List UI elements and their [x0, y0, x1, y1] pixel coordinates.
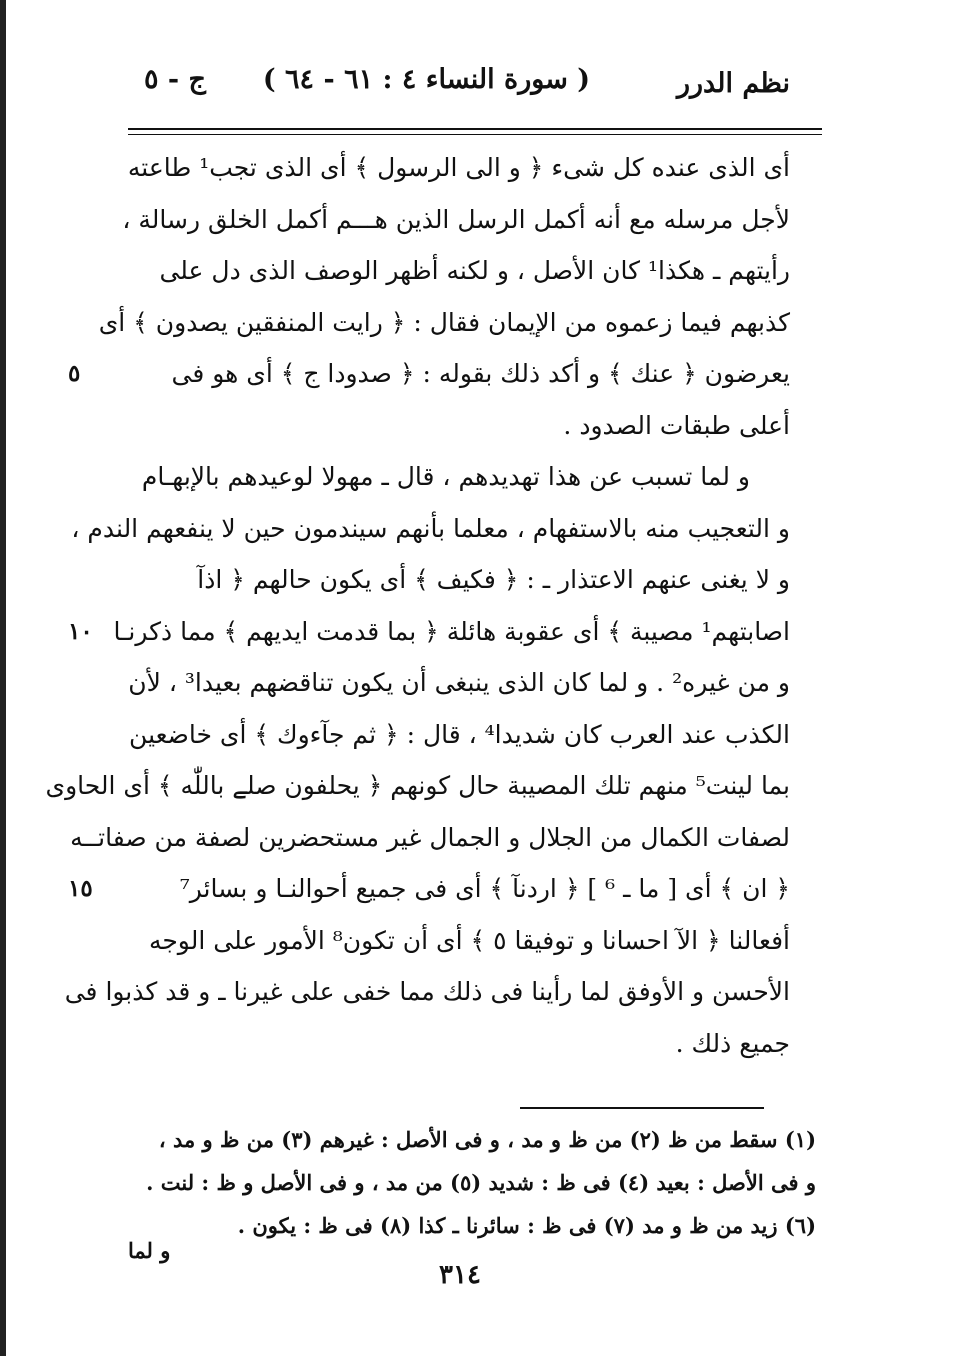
line-number: ٥ [68, 360, 81, 387]
text-line [130, 1018, 790, 1070]
text-line-content: بما لينت⁵ منهم تلك المصيبة حال كونهم ﴿ يحلفون صلے باللّٰه ﴾ أى الحاوى [45, 771, 790, 800]
text-line-content: يعرضون ﴿ عنك ﴾ و أكد ذلك بقوله : ﴿ صدودا ج ﴾ أى هو فى [171, 359, 790, 388]
text-line-content: لصفات الكمال من الجلال و الجمال غير مستحضرين لصفة من صفاتــه [70, 822, 790, 852]
surah-reference: ( سورة النساء ٤ : ٦١ - ٦٤ ) [262, 64, 590, 95]
text-line [130, 400, 790, 452]
main-text [45, 142, 790, 1069]
text-line [68, 606, 790, 658]
text-line [70, 812, 790, 864]
text-line-content: جميع ذلك . [675, 1028, 790, 1058]
text-line-content: لأجل مرسله مع أنه أكمل الرسل الذين هـــم أكمل الخلق رسالة ، [122, 204, 790, 234]
text-line-content: و لا يغنى عنهم الاعتذار ـ : ﴿ فكيف ﴾ أى يكون حالهم ﴿ اذآ [197, 565, 790, 594]
text-line-content: رأيتهم ـ هكذا¹ كان الأصل ، و لكنه أظهر الوصف الذى دل على [159, 256, 790, 285]
text-line [130, 451, 790, 503]
text-line [130, 657, 790, 709]
text-line-content: أفعالنا ﴿ الآ احسانا و توفيقا ٥ ﴾ أى أن تكون⁸ الأمور على الوجه [148, 925, 790, 955]
line-number: ١٥ [68, 875, 93, 902]
footnote-separator [520, 1107, 764, 1109]
text-line [127, 142, 790, 194]
text-line [130, 709, 790, 761]
text-line-content: و التعجيب منه بالاستفهام ، معلما بأنهم سيندمون حين لا ينفعهم الندم ، [71, 513, 790, 543]
text-line [130, 915, 790, 967]
text-line [45, 760, 790, 812]
header-rule-thin [128, 134, 822, 135]
footnote-line: و فى الأصل : بعيد (٤) فى ظ : شديد (٥) من مد ، و فى الأصل و ظ : لنت . [146, 1170, 816, 1195]
page-number: ٣١٤ [439, 1260, 481, 1290]
page-edge-shadow [0, 0, 6, 1356]
text-line [130, 554, 790, 606]
footnote-line: (١) سقط من ظ (٢) من ظ و مد ، و فى الأصل : غيرهم (٣) من ظ و مد ، [158, 1127, 816, 1152]
footnote-line: (٦) زيد من ظ و مد (٧) فى ظ : سائرنا ـ كذا (٨) فى ظ : يكون . [237, 1213, 816, 1238]
text-line [71, 503, 790, 555]
text-line [122, 194, 790, 246]
text-line [130, 245, 790, 297]
text-line-content: الأحسن و الأوفق لما رأينا فى ذلك مما خفى على غيرنا ـ و قد كذبوا فى [64, 977, 790, 1006]
running-header [130, 64, 790, 114]
text-line [64, 966, 790, 1018]
text-line-content: و من غيره² . و لما كان الذى ينبغى أن يكون تناقضهم بعيدا³ ، لأن [128, 668, 790, 697]
text-line [98, 297, 790, 349]
text-line-content: أى الذى عنده كل شىء ﴿ و الى الرسول ﴾ أى الذى تجب¹ طاعته [127, 153, 790, 182]
line-number: ١٠ [68, 617, 93, 645]
text-line [68, 863, 790, 915]
text-line-content: كذبهم فيما زعموه من الإيمان فقال : ﴿ رايت المنفقين يصدون ﴾ أى [98, 307, 790, 337]
text-line-content: الكذب عند العرب كان شديدا⁴ ، قال : ﴿ ثم جآءوك ﴾ أى خاضعين [129, 719, 790, 749]
header-rule-thick [128, 128, 822, 130]
text-line-content: ﴿ ان ﴾ أى [ ما ـ ⁶ ] ﴿ اردنآ ﴾ أى فى جميع أحوالنـا و بسائر⁷ [179, 874, 790, 903]
text-line-content: اصابتهم¹ مصيبة ﴾ أى عقوبة هائلة ﴿ بما قدمت ايديهم ﴾ مما ذكرنـا [113, 616, 790, 646]
volume-label: ج - ٥ [144, 64, 206, 95]
text-line-content: و لما تسبب عن هذا تهديدهم ، قال ـ مهولا لوعيدهم بالإبهـام [141, 462, 750, 491]
footnotes [116, 1118, 816, 1247]
book-title: نظم الدرر [676, 68, 790, 99]
text-line [68, 348, 790, 400]
text-line-content: أعلى طبقات الصدود . [563, 410, 790, 440]
catchword: و لما [128, 1238, 171, 1263]
